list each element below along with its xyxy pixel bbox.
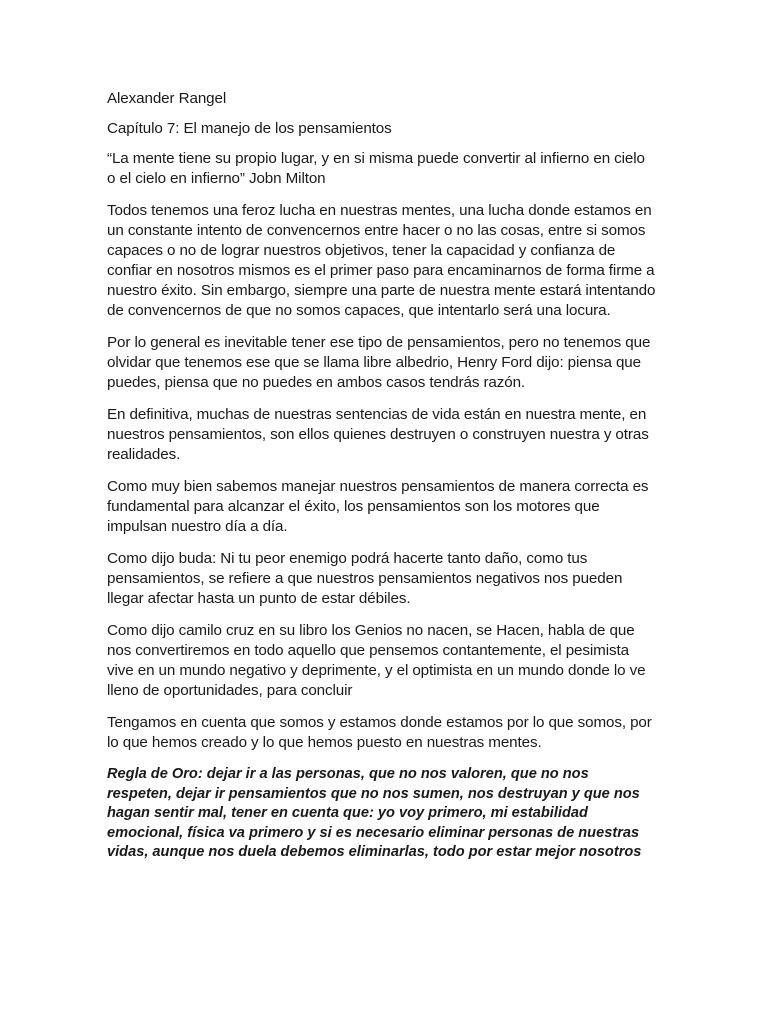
golden-rule-line: hagan sentir mal, tener en cuenta que: yo voy primero, mi estabilidad [107,805,588,821]
paragraph-line: llegar afectar hasta un punto de estar débiles. [107,590,411,607]
paragraph-line: nuestro éxito. Sin embargo, siempre una parte de nuestra mente estará intentando [107,282,656,299]
paragraph [107,201,659,321]
paragraph-line: vive en un mundo negativo y deprimente, y el optimista en un mundo donde lo ve [107,662,646,679]
golden-rule-line: Regla de Oro: dejar ir a las personas, que no nos valoren, que no nos [107,766,589,782]
paragraph-line: nos convertiremos en todo aquello que pensemos contantemente, el pesimista [107,642,629,659]
paragraph-line: capaces o no de lograr nuestros objetivos, tener la capacidad y confianza de [107,242,616,259]
document-page [107,89,659,863]
paragraph-line: impulsan nuestro día a día. [107,518,288,535]
paragraph-line: lleno de oportunidades, para concluir [107,682,353,699]
paragraph [107,333,659,393]
paragraph-line: Todos tenemos una feroz lucha en nuestras mentes, una lucha donde estamos en [107,202,652,219]
paragraph-line: Como dijo camilo cruz en su libro los Genios no nacen, se Hacen, habla de que [107,622,635,639]
epigraph-quote [107,149,659,189]
paragraph-line: En definitiva, muchas de nuestras sentencias de vida están en nuestra mente, en [107,406,647,423]
paragraph-line: fundamental para alcanzar el éxito, los pensamientos son los motores que [107,498,600,515]
paragraph [107,621,659,701]
chapter-title: Capítulo 7: El manejo de los pensamientos [107,120,392,137]
paragraph-line: Como muy bien sabemos manejar nuestros pensamientos de manera correcta es [107,478,649,495]
paragraph [107,713,659,753]
paragraph-line: confiar en nosotros mismos es el primer paso para encaminarnos de forma firme a [107,262,655,279]
quote-line: “La mente tiene su propio lugar, y en si misma puede convertir al infierno en cielo [107,150,645,167]
paragraph-line: de convencernos de que no somos capaces, que intentarlo será una locura. [107,302,611,319]
quote-line: o el cielo en infierno” Jobn Milton [107,170,326,187]
golden-rule-line: respeten, dejar ir pensamientos que no nos sumen, nos destruyan y que nos [107,785,640,802]
paragraph [107,477,659,537]
golden-rule-line: vidas, aunque nos duela debemos eliminarlas, todo por estar mejor nosotros [107,844,642,860]
paragraph-line: nuestros pensamientos, son ellos quienes destruyen o construyen nuestra y otras [107,426,649,443]
golden-rule-line: emocional, física va primero y si es necesario eliminar personas de nuestras [107,824,640,841]
paragraph [107,549,659,609]
golden-rule [107,765,659,863]
paragraph-line: Por lo general es inevitable tener ese tipo de pensamientos, pero no tenemos que [107,334,651,351]
paragraph-line: puedes, piensa que no puedes en ambos casos tendrás razón. [107,374,526,391]
paragraph-line: un constante intento de convencernos entre hacer o no las cosas, entre si somos [107,222,646,239]
paragraph-line: Tengamos en cuenta que somos y estamos donde estamos por lo que somos, por [107,714,652,731]
paragraph-line: lo que hemos creado y lo que hemos puesto en nuestras mentes. [107,734,542,751]
paragraph [107,405,659,465]
paragraph-line: Como dijo buda: Ni tu peor enemigo podrá hacerte tanto daño, como tus [107,550,588,567]
paragraph-line: realidades. [107,446,181,463]
paragraph-line: olvidar que tenemos ese que se llama libre albedrio, Henry Ford dijo: piensa que [107,354,641,371]
author-name: Alexander Rangel [107,90,227,107]
paragraph-line: pensamientos, se refiere a que nuestros pensamientos negativos nos pueden [107,570,623,587]
